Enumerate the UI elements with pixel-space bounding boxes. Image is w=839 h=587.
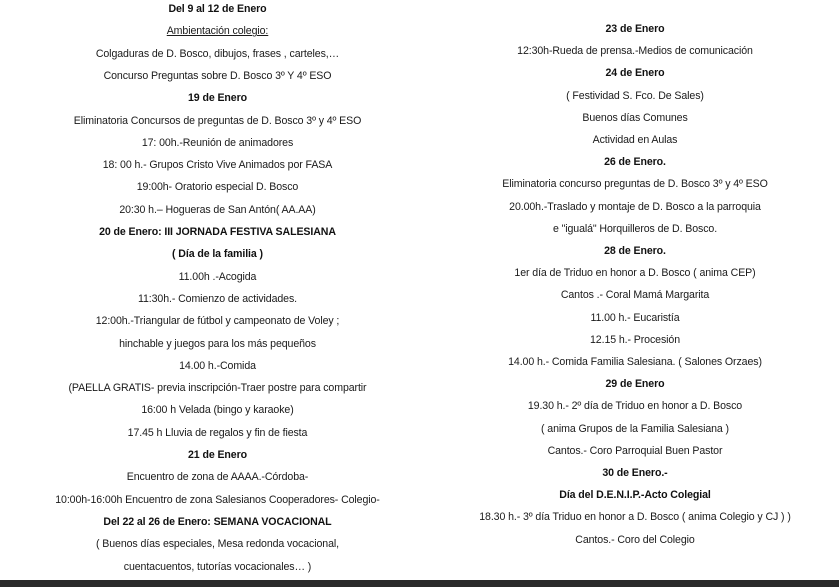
schedule-heading: 29 de Enero	[605, 378, 665, 391]
schedule-line: Eliminatoria concurso preguntas de D. Bosco 3º y 4º ESO	[502, 178, 768, 191]
schedule-line: 1er día de Triduo en honor a D. Bosco ( anima CEP)	[514, 267, 756, 280]
schedule-line: 18.30 h.- 3º día Triduo en honor a D. Bosco ( anima Colegio y CJ ) )	[479, 511, 791, 524]
schedule-line: 18: 00 h.- Grupos Cristo Vive Animados por FASA	[102, 159, 333, 172]
schedule-line: Concurso Preguntas sobre D. Bosco 3º Y 4º ESO	[103, 69, 332, 82]
schedule-heading: 23 de Enero	[605, 23, 665, 35]
schedule-line: 14.00 h.- Comida Familia Salesiana. ( Salones Orzaes)	[508, 356, 762, 368]
schedule-line: Colgaduras de D. Bosco, dibujos, frases , carteles,…	[95, 47, 340, 60]
schedule-line: Eliminatoria Concursos de preguntas de D. Bosco 3º y 4º ESO	[73, 114, 362, 127]
schedule-heading: 26 de Enero.	[604, 156, 666, 169]
schedule-heading: ( Día de la familia )	[172, 248, 263, 261]
schedule-line: 12:30h-Rueda de prensa.-Medios de comunicación	[517, 45, 753, 58]
schedule-line: 17.45 h Lluvia de regalos y fin de fiesta	[127, 426, 308, 439]
schedule-line: (PAELLA GRATIS- previa inscripción-Traer postre para compartir	[68, 382, 367, 395]
schedule-heading: 19 de Enero	[188, 92, 247, 105]
schedule-heading: 21 de Enero	[188, 449, 247, 461]
schedule-line: hinchable y juegos para los más pequeños	[119, 337, 316, 350]
schedule-line: Buenos días Comunes	[582, 111, 688, 124]
schedule-heading: 28 de Enero.	[604, 245, 666, 257]
schedule-line: 16:00 h Velada (bingo y karaoke)	[141, 404, 294, 417]
schedule-line: 12.15 h.- Procesión	[590, 333, 680, 346]
schedule-line: 10:00h-16:00h Encuentro de zona Salesianos Cooperadores- Colegio-	[55, 493, 380, 506]
schedule-line: ( anima Grupos de la Familia Salesiana )	[541, 422, 729, 435]
schedule-line: ( Buenos días especiales, Mesa redonda vocacional,	[96, 538, 339, 551]
schedule-line: 14.00 h.-Comida	[179, 359, 256, 372]
schedule-line: 11.00h .-Acogida	[178, 270, 257, 283]
schedule-line: 11.00 h.- Eucaristía	[590, 311, 680, 324]
schedule-line: 20:30 h.– Hogueras de San Antón( AA.AA)	[119, 203, 316, 216]
schedule-line: 19:00h- Oratorio especial D. Bosco	[136, 181, 299, 194]
schedule-heading: Del 9 al 12 de Enero	[168, 3, 267, 15]
schedule-line: Cantos.- Coro Parroquial Buen Pastor	[547, 444, 723, 457]
schedule-subheading: Ambientación colegio:	[166, 25, 269, 38]
schedule-line: Encuentro de zona de AAAA.-Córdoba-	[126, 471, 309, 484]
schedule-heading: Día del D.E.N.I.P.-Acto Colegial	[559, 489, 711, 502]
schedule-line: 19.30 h.- 2º día de Triduo en honor a D. Bosco	[527, 400, 743, 413]
bottom-border	[0, 580, 839, 587]
schedule-line: 20.00h.-Traslado y montaje de D. Bosco a la parroquia	[509, 200, 761, 213]
schedule-line: Actividad en Aulas	[592, 134, 678, 146]
schedule-heading: 24 de Enero	[605, 67, 665, 80]
schedule-heading: 20 de Enero: III JORNADA FESTIVA SALESIANA	[99, 226, 336, 238]
schedule-line: Cantos.- Coro del Colegio	[575, 533, 695, 546]
schedule-line: cuentacuentos, tutorías vocacionales… )	[123, 560, 312, 573]
schedule-line: 12:00h.-Triangular de fútbol y campeonato de Voley ;	[95, 315, 340, 328]
schedule-line: Cantos .- Coral Mamá Margarita	[560, 289, 710, 302]
schedule-heading: 30 de Enero.-	[602, 467, 668, 479]
schedule-heading: Del 22 al 26 de Enero: SEMANA VOCACIONAL	[103, 515, 332, 528]
schedule-line: ( Festividad S. Fco. De Sales)	[566, 89, 704, 102]
schedule-line: 17: 00h.-Reunión de animadores	[141, 136, 294, 149]
schedule-line: e "igualá" Horquilleros de D. Bosco.	[552, 222, 718, 235]
schedule-line: 11:30h.- Comienzo de actividades.	[137, 292, 298, 305]
